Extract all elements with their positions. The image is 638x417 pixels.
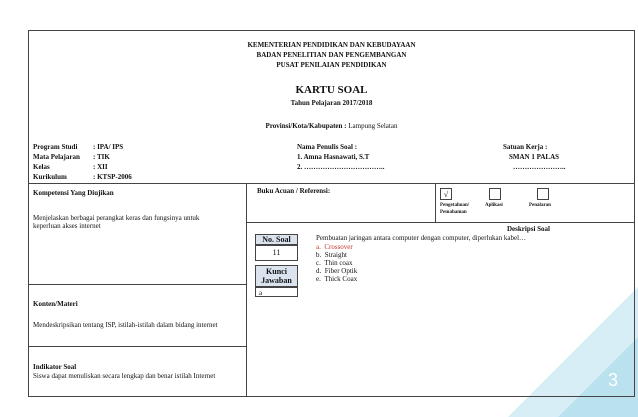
province-value: Lampung Selatan — [346, 122, 398, 130]
header-line-3: PUSAT PENILAIAN PENDIDIKAN — [276, 61, 387, 69]
class-value: : XII — [93, 163, 108, 171]
answer-key-value: a — [259, 289, 263, 297]
province-line — [29, 122, 634, 130]
writer-2: 2. …………………………….. — [297, 163, 385, 171]
level-label-penalaran: Penalaran — [529, 203, 551, 208]
answer-key-label-2: Jawaban — [261, 276, 292, 285]
page-number: 3 — [607, 370, 618, 390]
answer-key-header — [255, 265, 298, 287]
level-label-pengetahuan-2: Pemahaman — [440, 210, 467, 215]
divider — [29, 284, 246, 285]
divider — [29, 346, 246, 347]
option-c: c. Thin coax — [316, 259, 353, 267]
question-card — [28, 30, 635, 397]
check-mark-icon: √ — [443, 190, 449, 199]
curriculum-value: : KTSP-2006 — [93, 173, 132, 181]
unit-label: Satuan Kerja : — [503, 143, 548, 151]
subject-value: : TIK — [93, 153, 110, 161]
kompetensi-text-1: Menjelaskan berbagai perangkat keras dan fungsinya untuk — [33, 214, 200, 222]
option-e: e. Thick Coax — [316, 275, 358, 283]
kompetensi-title: Kompetensi Yang Diujikan — [33, 189, 114, 197]
province-label: Provinsi/Kota/Kabupaten : — [265, 122, 347, 130]
kompetensi-text-2: keperluan akses internet — [33, 222, 101, 230]
option-b: b. Straight — [316, 251, 347, 259]
question-text: Pembuatan jaringan antara computer dengan computer, diperlukan kabel… — [316, 234, 527, 242]
column-divider — [246, 183, 247, 396]
indicator-text: Siswa dapat menuliskan secara lengkap dan benar istilah Internet — [33, 372, 216, 380]
level-label-aplikasi: Aplikasi — [485, 203, 503, 208]
unit-blank: ………………….. — [513, 163, 566, 171]
content-text: Mendeskripsikan tentang ISP, istilah-istilah dalam bidang internet — [33, 321, 218, 329]
question-number-header — [255, 234, 298, 245]
level-checkbox-penalaran[interactable] — [537, 188, 549, 200]
question-number-value: 11 — [272, 248, 281, 257]
answer-key-box — [255, 287, 298, 297]
program-value: : IPA/ IPS — [93, 143, 124, 151]
header-line-2: BADAN PENELITIAN DAN PENGEMBANGAN — [256, 51, 407, 59]
divider — [246, 222, 634, 223]
level-label-pengetahuan-1: Pengetahuan/ — [440, 203, 470, 208]
writer-label: Nama Penulis Soal : — [297, 143, 358, 151]
reference-label: Buku Acuan / Referensi: — [257, 187, 331, 195]
class-label: Kelas — [33, 163, 50, 171]
divider — [29, 183, 634, 184]
divider — [435, 183, 436, 222]
question-number-label: No. Soal — [262, 235, 291, 244]
answer-key-label-1: Kunci — [266, 267, 287, 276]
unit-value: SMAN 1 PALAS — [509, 153, 560, 161]
question-number-box — [255, 245, 298, 261]
level-checkbox-pengetahuan[interactable] — [440, 188, 452, 200]
card-title: KARTU SOAL — [295, 84, 368, 96]
level-checkbox-aplikasi[interactable] — [489, 188, 501, 200]
writer-1: 1. Amna Hasnawati, S.T — [297, 153, 370, 161]
indicator-title: Indikator Soal — [33, 363, 77, 371]
subject-label: Mata Pelajaran — [33, 153, 80, 161]
school-year: Tahun Pelajaran 2017/2018 — [290, 99, 373, 107]
header-line-1: KEMENTERIAN PENDIDIKAN DAN KEBUDAYAAN — [247, 41, 416, 49]
option-a: a. Crossover — [316, 243, 353, 251]
content-title: Konten/Materi — [33, 300, 78, 308]
option-d: d. Fiber Optik — [316, 267, 358, 275]
description-title: Deskripsi Soal — [507, 225, 550, 233]
program-label: Program Studi — [33, 143, 78, 151]
curriculum-label: Kurikulum — [33, 173, 67, 181]
